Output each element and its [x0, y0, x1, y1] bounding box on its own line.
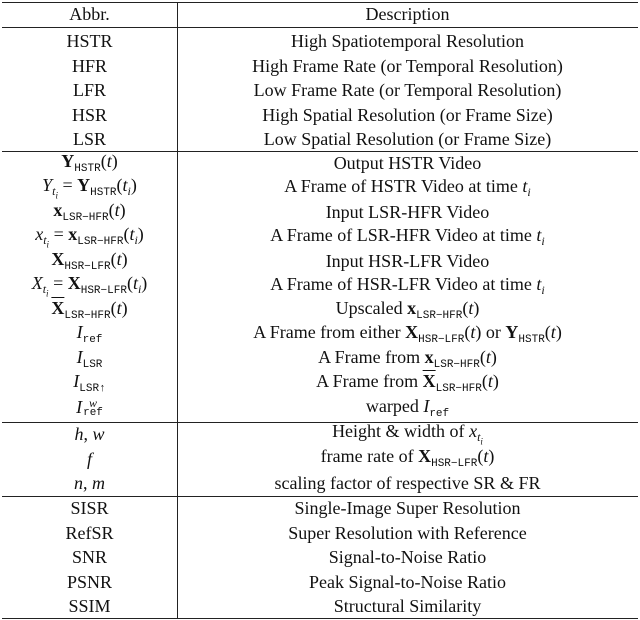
table-row	[2, 249, 638, 274]
description-cell: Super Resolution with Reference	[288, 522, 527, 543]
symbol-cell: $x_{LSR-HFR}(t)$	[53, 199, 126, 224]
rule-header	[2, 27, 638, 28]
abbr-cell: PSNR	[66, 571, 113, 592]
table-row	[2, 422, 638, 447]
table-row	[2, 127, 638, 152]
header-description: Description	[365, 4, 450, 25]
description-cell: Signal-to-Noise Ratio	[328, 547, 487, 568]
table-row	[2, 496, 638, 521]
abbr-cell: SNR	[71, 547, 107, 568]
symbol-cell: $Y_{HSTR}(t)$	[61, 150, 118, 175]
rule-bottom	[2, 618, 638, 619]
description-cell: Output HSTR Video	[333, 153, 482, 174]
description-cell: A Frame from $\overline{X}_{LSR-HFR}(t)$	[316, 371, 499, 396]
table-row	[2, 396, 638, 421]
description-cell: A Frame from $x_{LSR-HFR}(t)$	[318, 346, 497, 371]
table-row	[2, 274, 638, 299]
description-cell: frame rate of $X_{HSR-LFR}(t)$	[320, 446, 495, 471]
symbol-cell: $X_{HSR-LFR}(t)$	[51, 248, 128, 273]
symbol-cell: $X_{t_i} = X_{HSR-LFR}(t_i)$	[31, 272, 148, 298]
abbr-cell: HSTR	[66, 31, 113, 52]
table-row	[2, 447, 638, 472]
abbr-cell: HFR	[71, 55, 107, 76]
table-row	[2, 570, 638, 595]
symbol-cell: $I_{ref}$	[76, 322, 103, 347]
table-row	[2, 521, 638, 546]
abbr-cell: HSR	[71, 104, 107, 125]
description-cell: High Spatial Resolution (or Frame Size)	[262, 104, 553, 125]
description-cell: Structural Similarity	[333, 596, 482, 617]
description-cell: Input LSR-HFR Video	[325, 202, 490, 223]
description-cell: warped $I_{ref}$	[365, 395, 450, 420]
symbol-cell: I w ref	[76, 396, 103, 419]
description-cell: scaling factor of respective SR & FR	[274, 473, 541, 494]
table-row	[2, 176, 638, 201]
table-row	[2, 323, 638, 348]
symbol-cell: $Y_{t_i} = Y_{HSTR}(t_i)$	[42, 174, 137, 200]
description-cell: A Frame of LSR-HFR Video at time $t_i$	[270, 225, 545, 249]
symbol-cell: $x_{t_i} = x_{LSR-HFR}(t_i)$	[35, 223, 144, 249]
symbol-cell: $I_{LSR↑}$	[73, 371, 106, 396]
description-cell: High Spatiotemporal Resolution	[291, 31, 524, 52]
symbol-cell: h, w	[74, 424, 105, 445]
table-row	[2, 78, 638, 103]
symbol-cell: n, m	[74, 473, 105, 494]
header-row	[2, 2, 638, 27]
description-cell: Input HSR-LFR Video	[325, 251, 490, 272]
table-row	[2, 594, 638, 619]
table-row	[2, 298, 638, 323]
symbol-cell: $I_{LSR}$	[76, 346, 103, 371]
description-cell: Upscaled $x_{LSR-HFR}(t)$	[335, 297, 480, 322]
table-row	[2, 471, 638, 496]
table-row	[2, 29, 638, 54]
description-cell: Single-Image Super Resolution	[294, 498, 521, 519]
abbr-cell: SISR	[70, 498, 109, 519]
table-row	[2, 545, 638, 570]
header-abbr: Abbr.	[69, 4, 110, 25]
abbr-cell: LFR	[72, 80, 106, 101]
symbol-cell: $\overline{X}_{LSR-HFR}(t)$	[51, 297, 128, 322]
description-cell: High Frame Rate (or Temporal Resolution)	[252, 55, 563, 76]
description-cell: Height & width of $x_{t_i}$	[332, 421, 483, 447]
description-cell: A Frame from either $X_{HSR-LFR}(t)$ or $Y_{HSTR}(t)$	[253, 322, 562, 347]
table-row	[2, 372, 638, 397]
description-cell: A Frame of HSR-LFR Video at time $t_i$	[270, 274, 545, 298]
symbol-cell: f	[86, 448, 92, 469]
table-row	[2, 151, 638, 176]
abbr-cell: RefSR	[65, 522, 114, 543]
description-cell: Low Frame Rate (or Temporal Resolution)	[253, 80, 562, 101]
table-row	[2, 54, 638, 79]
abbr-cell: SSIM	[68, 596, 111, 617]
abbr-cell: LSR	[72, 129, 106, 150]
table-row	[2, 225, 638, 250]
table-row	[2, 347, 638, 372]
table-row	[2, 103, 638, 128]
table-row	[2, 200, 638, 225]
description-cell: Low Spatial Resolution (or Frame Size)	[263, 129, 552, 150]
description-cell: Peak Signal-to-Noise Ratio	[309, 571, 506, 592]
description-cell: A Frame of HSTR Video at time $t_i$	[284, 176, 531, 200]
